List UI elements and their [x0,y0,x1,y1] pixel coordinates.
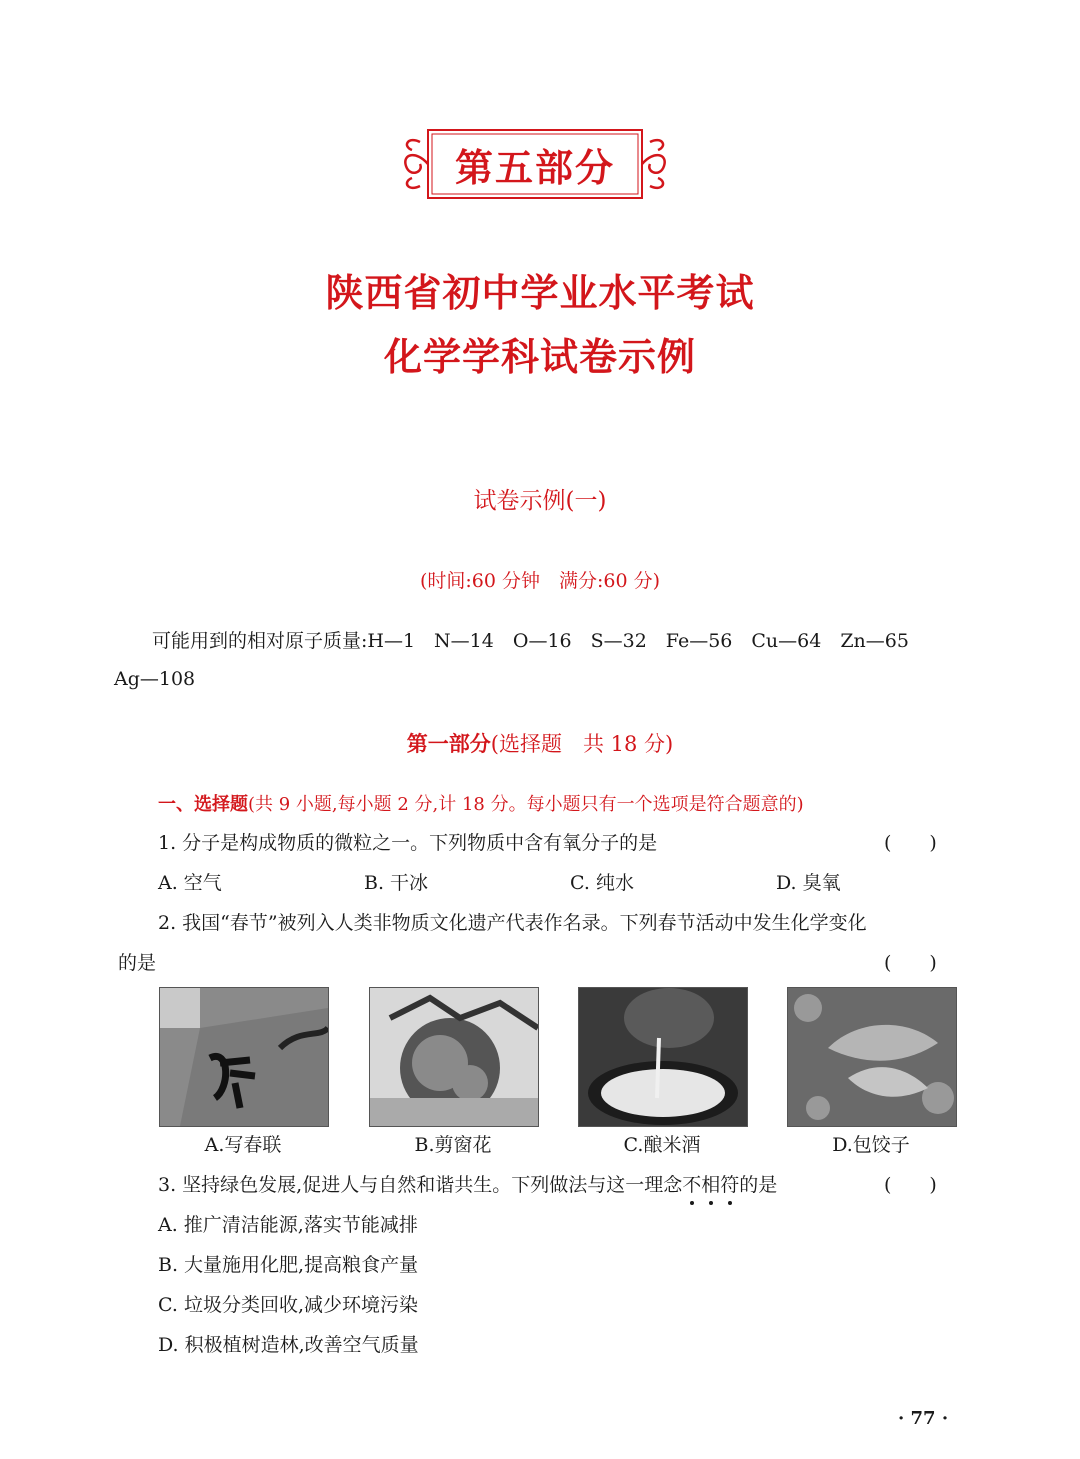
q3-emph-3: 符 [720,1170,739,1197]
part-label: 第五部分 [454,145,615,190]
q2-image-b [369,987,539,1127]
main-title-line1: 陕西省初中学业水平考试 [325,271,755,315]
q2-caption-b: B.剪窗花 [414,1134,492,1156]
exam-time-info: (时间:60 分钟 满分:60 分) [419,570,661,592]
part1-heading [0,728,1080,758]
q3-option-b: B. 大量施用化肥,提高粮食产量 [158,1254,419,1276]
part1-label: 第一部分 [406,732,491,756]
q1-answer-bracket: ( ) [884,832,937,854]
q2-image-a [159,987,329,1127]
page-number: · 77 · [898,1408,949,1429]
q3-emph-1: 不 [682,1170,701,1197]
part-banner [398,128,672,200]
part1-detail: (选择题 共 18 分) [490,732,674,756]
exam-name: 试卷示例(一) [473,488,607,514]
q1-stem: 1. 分子是构成物质的微粒之一。下列物质中含有氧分子的是 [158,832,658,854]
q2-caption-c: C.酿米酒 [623,1134,701,1156]
section1-detail: (共 9 小题,每小题 2 分,计 18 分。每小题只有一个选项是符合题意的) [248,794,804,815]
q3-answer-bracket: ( ) [884,1174,937,1196]
atomic-masses-line1: 可能用到的相对原子质量:H—1 N—14 O—16 S—32 Fe—56 Cu—64 Zn—65 [152,630,909,652]
q1-option-b: B. 干冰 [364,872,429,894]
main-title-line2: 化学学科试卷示例 [383,335,696,379]
q2-stem-line1: 2. 我国“春节”被列入人类非物质文化遗产代表作名录。下列春节活动中发生化学变化 [158,912,867,934]
section1-heading [158,790,804,816]
q3-stem [158,1170,777,1197]
q3-option-d: D. 积极植树造林,改善空气质量 [158,1334,419,1356]
q2-stem-line2: 的是 [118,952,157,974]
q2-image-c [578,987,748,1127]
section1-label: 一、选择题 [158,794,248,815]
q1-option-c: C. 纯水 [570,872,634,894]
q3-option-a: A. 推广清洁能源,落实节能减排 [158,1214,418,1236]
q1-option-d: D. 臭氧 [776,872,841,894]
atomic-masses-line2: Ag—108 [114,668,196,690]
q3-stem-pre: 3. 坚持绿色发展,促进人与自然和谐共生。下列做法与这一理念 [158,1174,683,1196]
q2-image-d [787,987,957,1127]
q3-stem-post: 的是 [739,1174,778,1196]
q2-caption-d: D.包饺子 [832,1134,910,1156]
q3-option-c: C. 垃圾分类回收,减少环境污染 [158,1294,418,1316]
q2-caption-a: A.写春联 [204,1134,282,1156]
q3-emph-2: 相 [701,1170,720,1197]
q2-answer-bracket: ( ) [884,952,937,974]
q1-option-a: A. 空气 [158,872,222,894]
